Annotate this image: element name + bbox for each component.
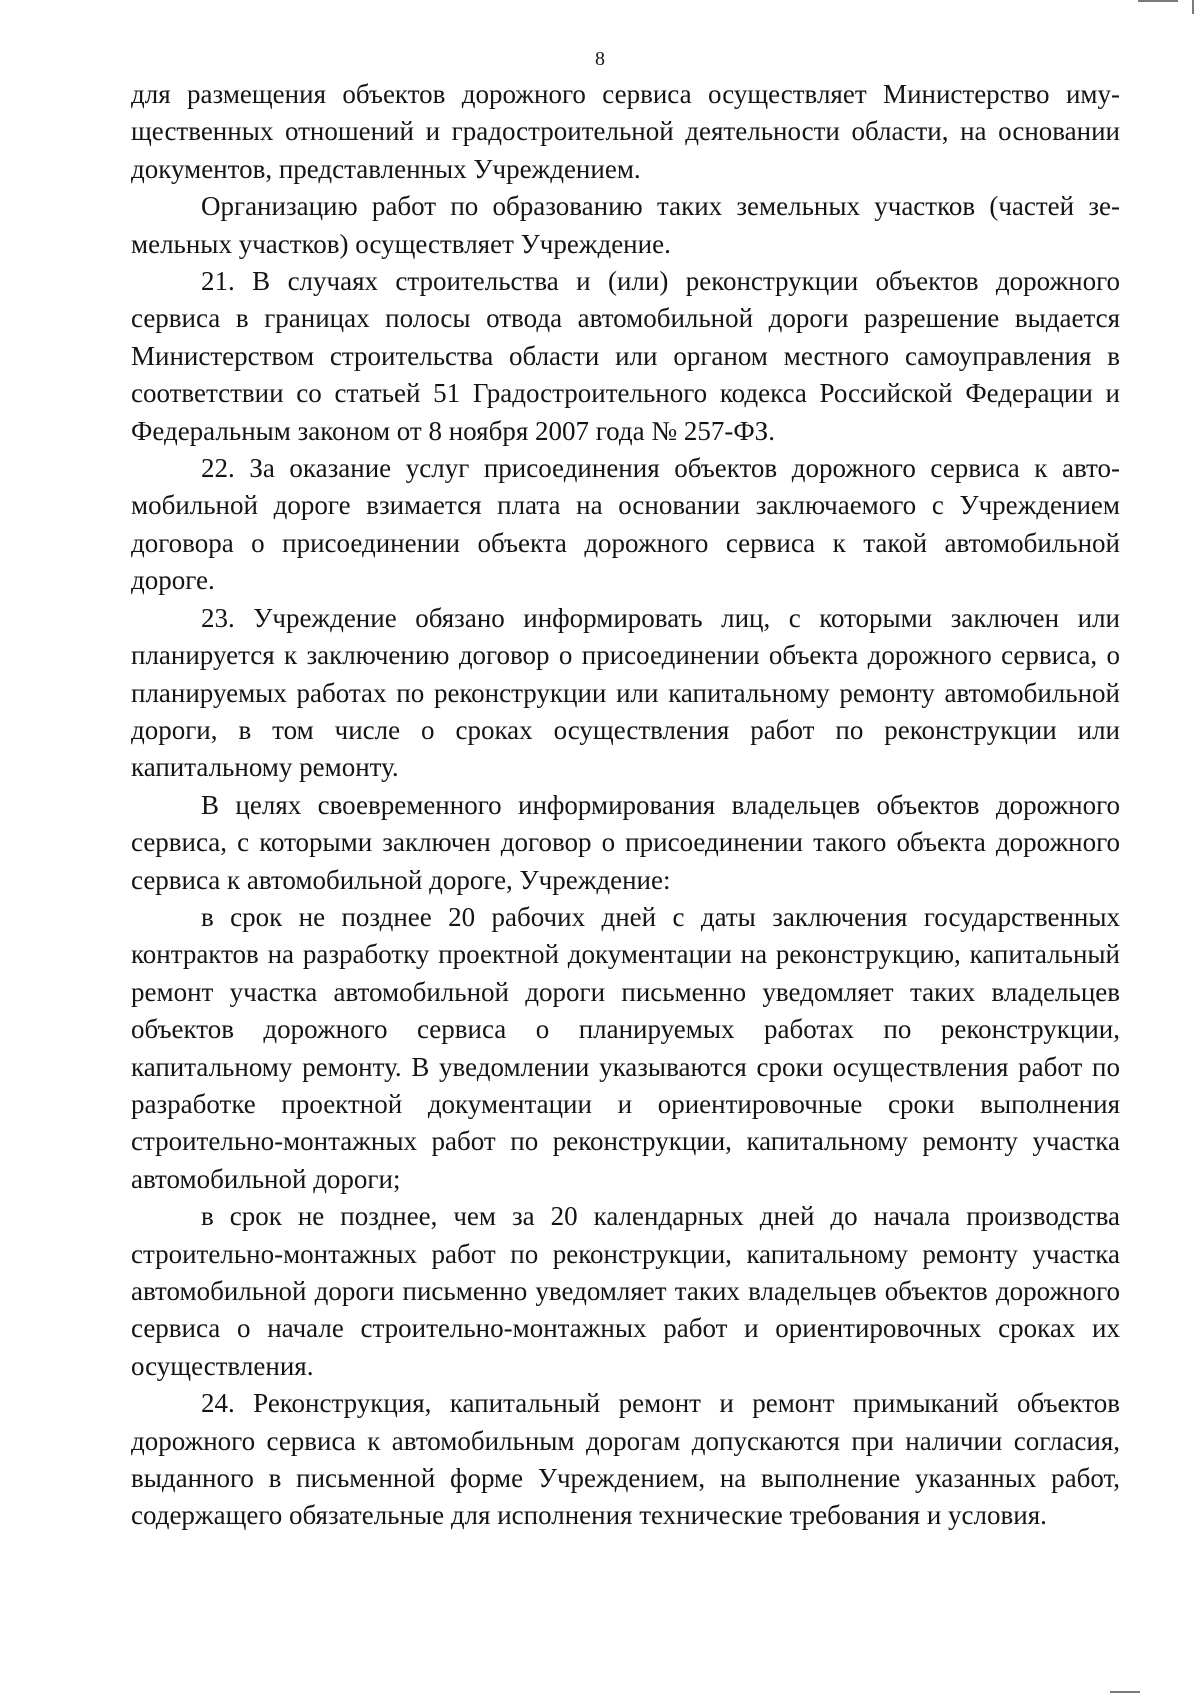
document-body [131,76,1120,1535]
scan-artifact [1110,1691,1140,1693]
paragraph-item-21: 21. В случаях строительства и (или) реконструкции объектов дорожного сервиса в границах полосы отвода автомобильной дороги разрешение выдается Министерством строительства области или органом местного самоуправления в соответствии со статьей 51 Градостроительного кодекса Российской Федерации и Федеральным законом от 8 ноября 2007 года № 257-ФЗ. [131,266,1120,446]
paragraph: В целях своевременного информирования владельцев объектов дорожного сервиса, с которыми заключен договор о присоединении такого объекта дорожного сервиса к автомобильной дороге, Учреждение: [131,789,1120,895]
paragraph-item-23: 23. Учреждение обязано информировать лиц, с которыми заключен или планируется к заключению договор о присоединении объекта дорожного сервиса, о планируемых работах по реконструкции или капитальному ремонту автомобильной дороги, в том числе о сроках осуществления работ по реконструкции или капитальному ремонту. [131,602,1120,783]
paragraph-item-24: 24. Реконструкция, капитальный ремонт и ремонт примыканий объектов дорожного сервиса к автомобильным дорогам допускаются при наличии согласия, выданного в письменной форме Учреждением, на выполнение указанных работ, содержащего обязательные для исполнения технические требования и условия. [131,1388,1120,1531]
paragraph-subitem: в срок не позднее, чем за 20 календарных дней до начала производства строительно-монтажных работ по реконструкции, капитальному ремонту участка автомобильной дороги письменно уведомляет таких владельцев объектов дорожного сервиса о начале строительно-монтажных работ и ориентировочных сроках их осуществления. [131,1201,1120,1381]
scan-artifact [1192,0,1194,14]
paragraph-subitem: в срок не позднее 20 рабочих дней с даты заключения государственных контрактов на разработку проектной документации на реконструкцию, капитальный ремонт участка автомобильной дороги письменно уведомляет таких владельцев объектов дорожного сервиса о планируемых работах по реконструкции, капитальному ремонту. В уведомлении указываются сроки осуществления работ по разработке проектной документации и ориентировочные сроки выполнения строительно-монтажных работ по реконструкции, капитальному ремонту участка автомобильной дороги; [131,901,1120,1194]
scan-artifact [1138,0,1178,2]
paragraph-continuation: для размещения объектов дорожного сервиса осуществляет Министерство имущественных отношений и градостроительной деятельности области, на основании документов, представленных Учреждением. [131,79,1120,184]
paragraph-item-22: 22. За оказание услуг присоединения объектов дорожного сервиса к автомобильной дороге взимается плата на основании заключаемого с Учреждением договора о присоединении объекта дорожного сервиса к такой автомобильной дороге. [131,453,1120,596]
page-number: 8 [595,48,605,70]
paragraph: Организацию работ по образованию таких земельных участков (частей земельных участков) осуществляет Учреждение. [131,191,1120,259]
